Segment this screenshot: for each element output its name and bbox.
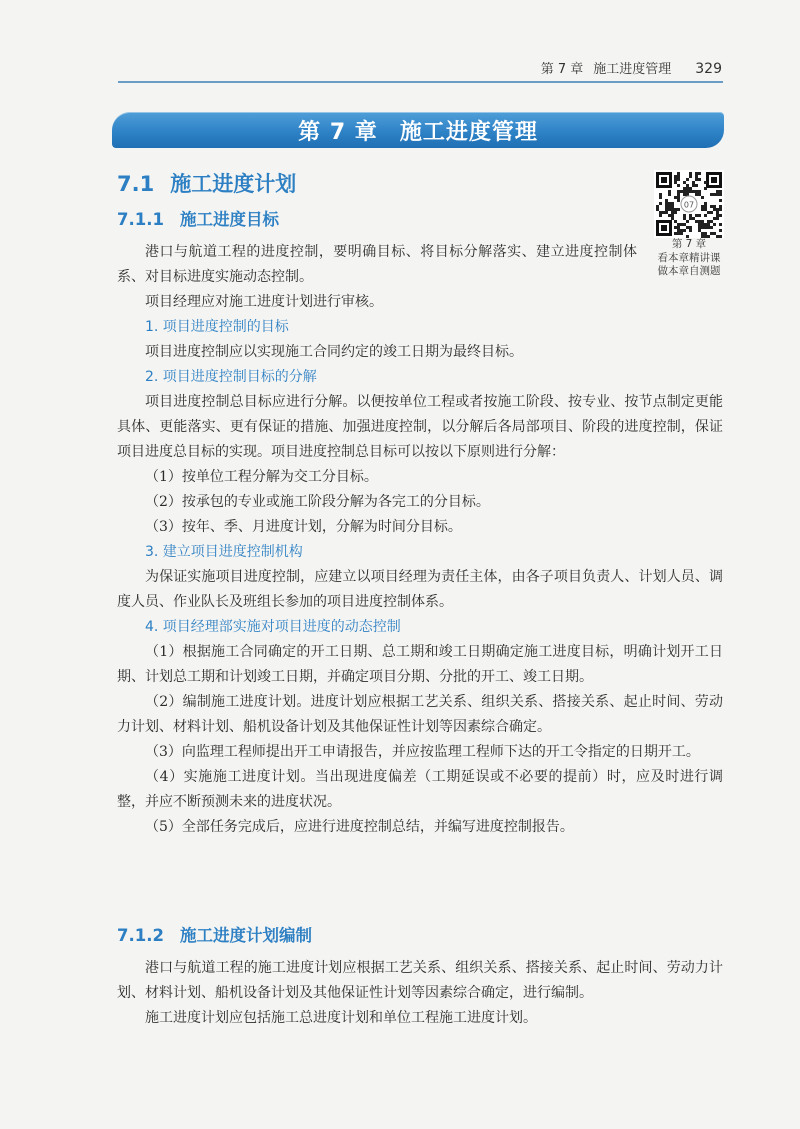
heading-level-4: 2. 项目进度控制目标的分解 <box>145 369 317 385</box>
qr-caption-line: 看本章精讲课 <box>657 251 721 264</box>
paragraph: 港口与航道工程的进度控制，要明确目标、将目标分解落实、建立进度控制体系、对目标进度实施动态控制。 <box>117 244 637 285</box>
list-item: （2）编制施工进度计划。进度计划应根据工艺关系、组织关系、搭接关系、起止时间、劳动力计划、材料计划、船机设备计划及其他保证性计划等因素综合确定。 <box>117 694 723 735</box>
subsection-number: 7.1.2 <box>117 926 164 945</box>
paragraph: 项目经理应对施工进度计划进行审核。 <box>145 294 383 310</box>
paragraph: 项目进度控制总目标应进行分解。以便按单位工程或者按施工阶段、按专业、按节点制定更能具体、更能落实、更有保证的措施、加强进度控制，以分解后各局部项目、阶段的进度控制，保证项目进度总目标的实现。项目进度控制总目标可以按以下原则进行分解： <box>117 394 723 460</box>
list-item: （1）按单位工程分解为交工分目标。 <box>145 469 378 485</box>
paragraph: 项目进度控制应以实现施工合同约定的竣工日期为最终目标。 <box>145 344 523 360</box>
running-header <box>541 58 722 77</box>
header-rule <box>118 81 723 83</box>
section-number: 7.1 <box>117 172 155 196</box>
paragraph: 为保证实施项目进度控制，应建立以项目经理为责任主体，由各子项目负责人、计划人员、调度人员、作业队长及班组长参加的项目进度控制体系。 <box>117 569 723 610</box>
subsection-body <box>117 956 723 1031</box>
subsection-title-text: 施工进度目标 <box>179 210 279 229</box>
list-item: （3）向监理工程师提出开工申请报告，并应按监理工程师下达的开工令指定的日期开工。 <box>145 744 700 760</box>
qr-caption-line: 做本章自测题 <box>657 265 721 277</box>
list-item: （3）按年、季、月进度计划，分解为时间分目标。 <box>145 519 462 535</box>
header-chapter: 第 7 章 <box>540 62 584 77</box>
section-title-text: 施工进度计划 <box>170 172 297 196</box>
subsection-number: 7.1.1 <box>117 210 164 229</box>
qr-code-icon[interactable] <box>654 170 724 238</box>
list-item: （1）根据施工合同确定的开工日期、总工期和竣工日期确定施工进度目标，明确计划开工日期、计划总工期和计划竣工日期，并确定项目分期、分批的开工、竣工日期。 <box>117 644 723 685</box>
heading-level-4: 1. 项目进度控制的目标 <box>145 319 289 335</box>
qr-caption-line: 第 7 章 <box>671 238 707 250</box>
heading-level-4: 3. 建立项目进度控制机构 <box>145 544 303 560</box>
chapter-banner <box>112 112 724 148</box>
paragraph: 施工进度计划应包括施工总进度计划和单位工程施工进度计划。 <box>145 1010 537 1026</box>
list-item: （5）全部任务完成后，应进行进度控制总结，并编写进度控制报告。 <box>145 819 574 835</box>
heading-level-4: 4. 项目经理部实施对项目进度的动态控制 <box>145 619 401 635</box>
subsection-title <box>117 922 312 946</box>
subsection-body <box>117 240 723 840</box>
qr-label: 07 <box>683 200 695 210</box>
list-item: （4）实施施工进度计划。当出现进度偏差（工期延误或不必要的提前）时，应及时进行调整，并应不断预测未来的进度状况。 <box>117 769 723 810</box>
list-item: （2）按承包的专业或施工阶段分解为各完工的分目标。 <box>145 494 490 510</box>
section-title <box>117 168 296 198</box>
page-number: 329 <box>695 61 722 77</box>
banner-chapter: 第 7 章 <box>298 119 378 145</box>
header-chapter-title: 施工进度管理 <box>593 62 672 77</box>
subsection-title-text: 施工进度计划编制 <box>179 926 312 945</box>
paragraph: 港口与航道工程的施工进度计划应根据工艺关系、组织关系、搭接关系、起止时间、劳动力计划、材料计划、船机设备计划及其他保证性计划等因素综合确定，进行编制。 <box>117 960 723 1001</box>
subsection-title <box>117 206 279 230</box>
banner-title: 施工进度管理 <box>399 119 538 145</box>
